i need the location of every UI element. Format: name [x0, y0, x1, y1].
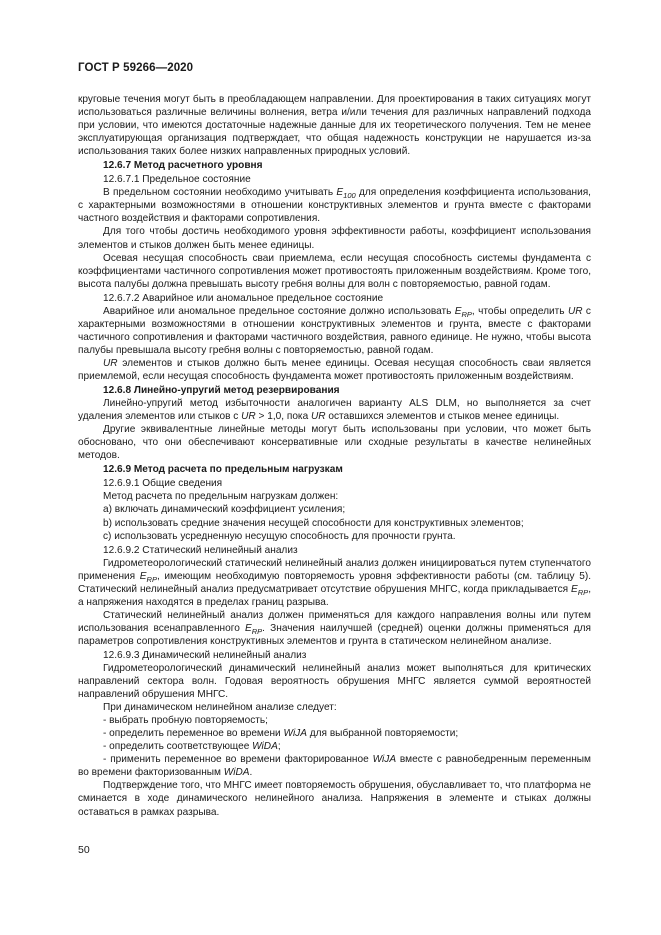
list-item-b: b) использовать средние значения несущей способности для конструктивных элементов; — [103, 517, 524, 529]
symbol-letter: E — [245, 622, 252, 634]
symbol-letter: E — [454, 305, 462, 317]
dash-item-3 — [78, 740, 591, 753]
symbol-subscript: RP — [577, 587, 589, 597]
symbol-erp — [140, 571, 157, 582]
paragraph-dynamic-steps: При динамическом нелинейном анализе следует: — [103, 702, 337, 714]
text-run: - определить переменное во времени — [103, 728, 284, 740]
dash-item-1: - выбрать пробную повторяемость; — [103, 715, 268, 727]
paragraph-axial-capacity: Осевая несущая способность сваи приемлема, если несущая способность системы фундамента с коэффициентами частичного сопротивления может противостоять приложенным воздействиям. Кроме того, высота палубы должна превышать высоту гребня волны для волн с повторяемостью, равной годам. — [78, 252, 591, 290]
text-run: - применить переменное во времени факторированное — [103, 754, 373, 766]
paragraph-method-requirements: Метод расчета по предельным нагрузкам должен: — [103, 491, 339, 503]
subsection-heading-12-6-9-1: 12.6.9.1 Общие сведения — [103, 478, 223, 490]
paragraph-efficiency-level: Для того чтобы достичь необходимого уровня эффективности работы, коэффициент использования элементов и стыков должен быть менее единицы. — [78, 226, 591, 251]
symbol-subscript: RP — [251, 626, 263, 636]
symbol-erp — [245, 623, 262, 634]
symbol-subscript: RP — [461, 309, 472, 319]
paragraph-static-analysis — [78, 557, 591, 609]
text-run: , а напряжения находятся в пределах границ разрыва. — [78, 583, 591, 608]
symbol-wida: WiDA — [252, 741, 278, 753]
text-run: для определения коэффициента использования, с характерными возможностями в отношении конструктивных элементов и грунта вместе с факторами частного воздействия и факторами сопротивления. — [78, 187, 591, 225]
paragraph-dynamic-analysis: Гидрометеорологический динамический нелинейный анализ может выполняться для критических направлений сектора волн. Годовая вероятность обрушения МНГС является суммой вероятностей направлений обрушения МНГС. — [78, 663, 591, 701]
symbol-wida: WiDA — [223, 767, 250, 779]
paragraph-accidental-state — [78, 305, 591, 357]
list-item-a: a) включать динамический коэффициент усиления; — [103, 504, 346, 516]
symbol-letter: E — [336, 187, 344, 199]
paragraph-other-methods: Другие эквивалентные линейные методы могут быть использованы при условии, что может быть обосновано, что они обеспечивают консервативные или сходные результаты в качестве нелинейных методов. — [78, 424, 591, 462]
document-body — [78, 93, 591, 819]
dash-item-4 — [78, 753, 591, 779]
subsection-heading-12-6-9-3: 12.6.9.3 Динамический нелинейный анализ — [103, 649, 307, 661]
symbol-letter: E — [139, 570, 147, 582]
subsection-heading-12-6-9-2: 12.6.9.2 Статический нелинейный анализ — [103, 544, 298, 556]
list-item-c: c) использовать усредненную несущую способность для прочности грунта. — [103, 530, 456, 542]
document-header: ГОСТ Р 59266—2020 — [78, 62, 194, 74]
text-run: , чтобы определить — [471, 305, 568, 317]
symbol-e100 — [336, 187, 356, 201]
text-run: Гидрометеорологический статический нелинейный анализ должен инициироваться путем ступенчатого применения — [78, 557, 591, 582]
section-heading-12-6-7: 12.6.7 Метод расчетного уровня — [103, 160, 263, 172]
text-run: > 1,0, пока — [255, 411, 311, 423]
text-run: элементов и стыков должно быть менее единицы. Осевая несущая способность сваи является приемлемой, если несущая способность фундамента может противостоять приложенным воздействиям. — [78, 357, 591, 382]
subsection-heading-12-6-7-1: 12.6.7.1 Предельное состояние — [103, 174, 251, 186]
text-run: ; — [277, 741, 281, 753]
text-run: Статический нелинейный анализ должен применяться для каждого направления волны или путем использования всенаправленного — [78, 609, 591, 634]
dash-item-2 — [78, 727, 591, 740]
page-number: 50 — [78, 844, 90, 856]
paragraph-intro: круговые течения могут быть в преобладающем направлении. Для проектирования в таких ситуациях могут использоваться различные величины волнения, ветра и/или течения для различных направлений подхода при условии, что имеются достаточные надежные данные для их теоретического получения. Тем не менее эксплуатирующая организация подтверждает, что общая надежность конструкции не нарушается из-за использования таких более низких направленных природных условий. — [78, 94, 591, 158]
paragraph-linear-method — [78, 397, 591, 423]
symbol-wija: WiJA — [283, 728, 307, 740]
symbol-ur: UR — [567, 305, 583, 317]
symbol-ur: UR — [310, 411, 326, 423]
subsection-heading-12-6-7-2: 12.6.7.2 Аварийное или аномальное предельное состояние — [103, 292, 384, 304]
text-run: В предельном состоянии необходимо учитывать — [103, 187, 337, 199]
text-run: оставшихся элементов и стыков менее единицы. — [325, 411, 560, 423]
paragraph-limit-state — [78, 186, 591, 225]
symbol-erp — [455, 306, 472, 317]
text-run: - определить соответствующее — [103, 741, 253, 753]
text-run: . — [249, 767, 253, 779]
paragraph-ur-elements — [78, 357, 591, 383]
paragraph-final: Подтверждение того, что МНГС имеет повторяемость обрушения, обуславливает то, что платформа не сминается в ходе динамического нелинейного анализа. Напряжения в элементе и стыках должны оставаться в рамках разрыва. — [78, 780, 591, 818]
text-run: Линейно-упругий метод избыточности аналогичен варианту ALS DLM, но выполняется за счет удаления элементов или стыков с — [78, 398, 591, 423]
symbol-subscript: 100 — [343, 191, 356, 201]
section-heading-12-6-8: 12.6.8 Линейно-упругий метод резервирования — [103, 385, 340, 397]
symbol-ur: UR — [241, 411, 256, 423]
symbol-subscript: RP — [146, 574, 157, 584]
text-run: . Значения наилучшей (средней) оценки должны применяться для параметров сопротивления конструктивных элементов и грунта в статическом нелинейном анализе. — [78, 622, 591, 647]
symbol-ur: UR — [103, 357, 118, 369]
text-run: вместе с равнобедренным переменным во времени факторизованным — [78, 754, 591, 779]
text-run: Аварийное или аномальное предельное состояние должно использовать — [103, 305, 455, 317]
paragraph-static-analysis-directions — [78, 609, 591, 648]
symbol-letter: E — [571, 583, 578, 595]
text-run: , имеющим необходимую повторяемость уровня эффективности работы (см. таблицу 5). Статический нелинейный анализ предусматривает отсутствие обрушения МНГС, когда прикладывается — [78, 570, 591, 595]
text-run: с характерными возможностями в отношении конструктивных элементов и грунта, вместе с факторами частичного сопротивления и факторами частичного воздействия, равного единице. Не нужно, чтобы высота палубы превышала высоту гребня волны с повторяемостью, равной годам. — [78, 305, 591, 356]
section-heading-12-6-9: 12.6.9 Метод расчета по предельным нагрузкам — [103, 464, 343, 476]
text-run: для выбранной повторяемости; — [306, 728, 459, 740]
symbol-wija: WiJA — [372, 754, 397, 766]
symbol-erp — [571, 584, 588, 595]
